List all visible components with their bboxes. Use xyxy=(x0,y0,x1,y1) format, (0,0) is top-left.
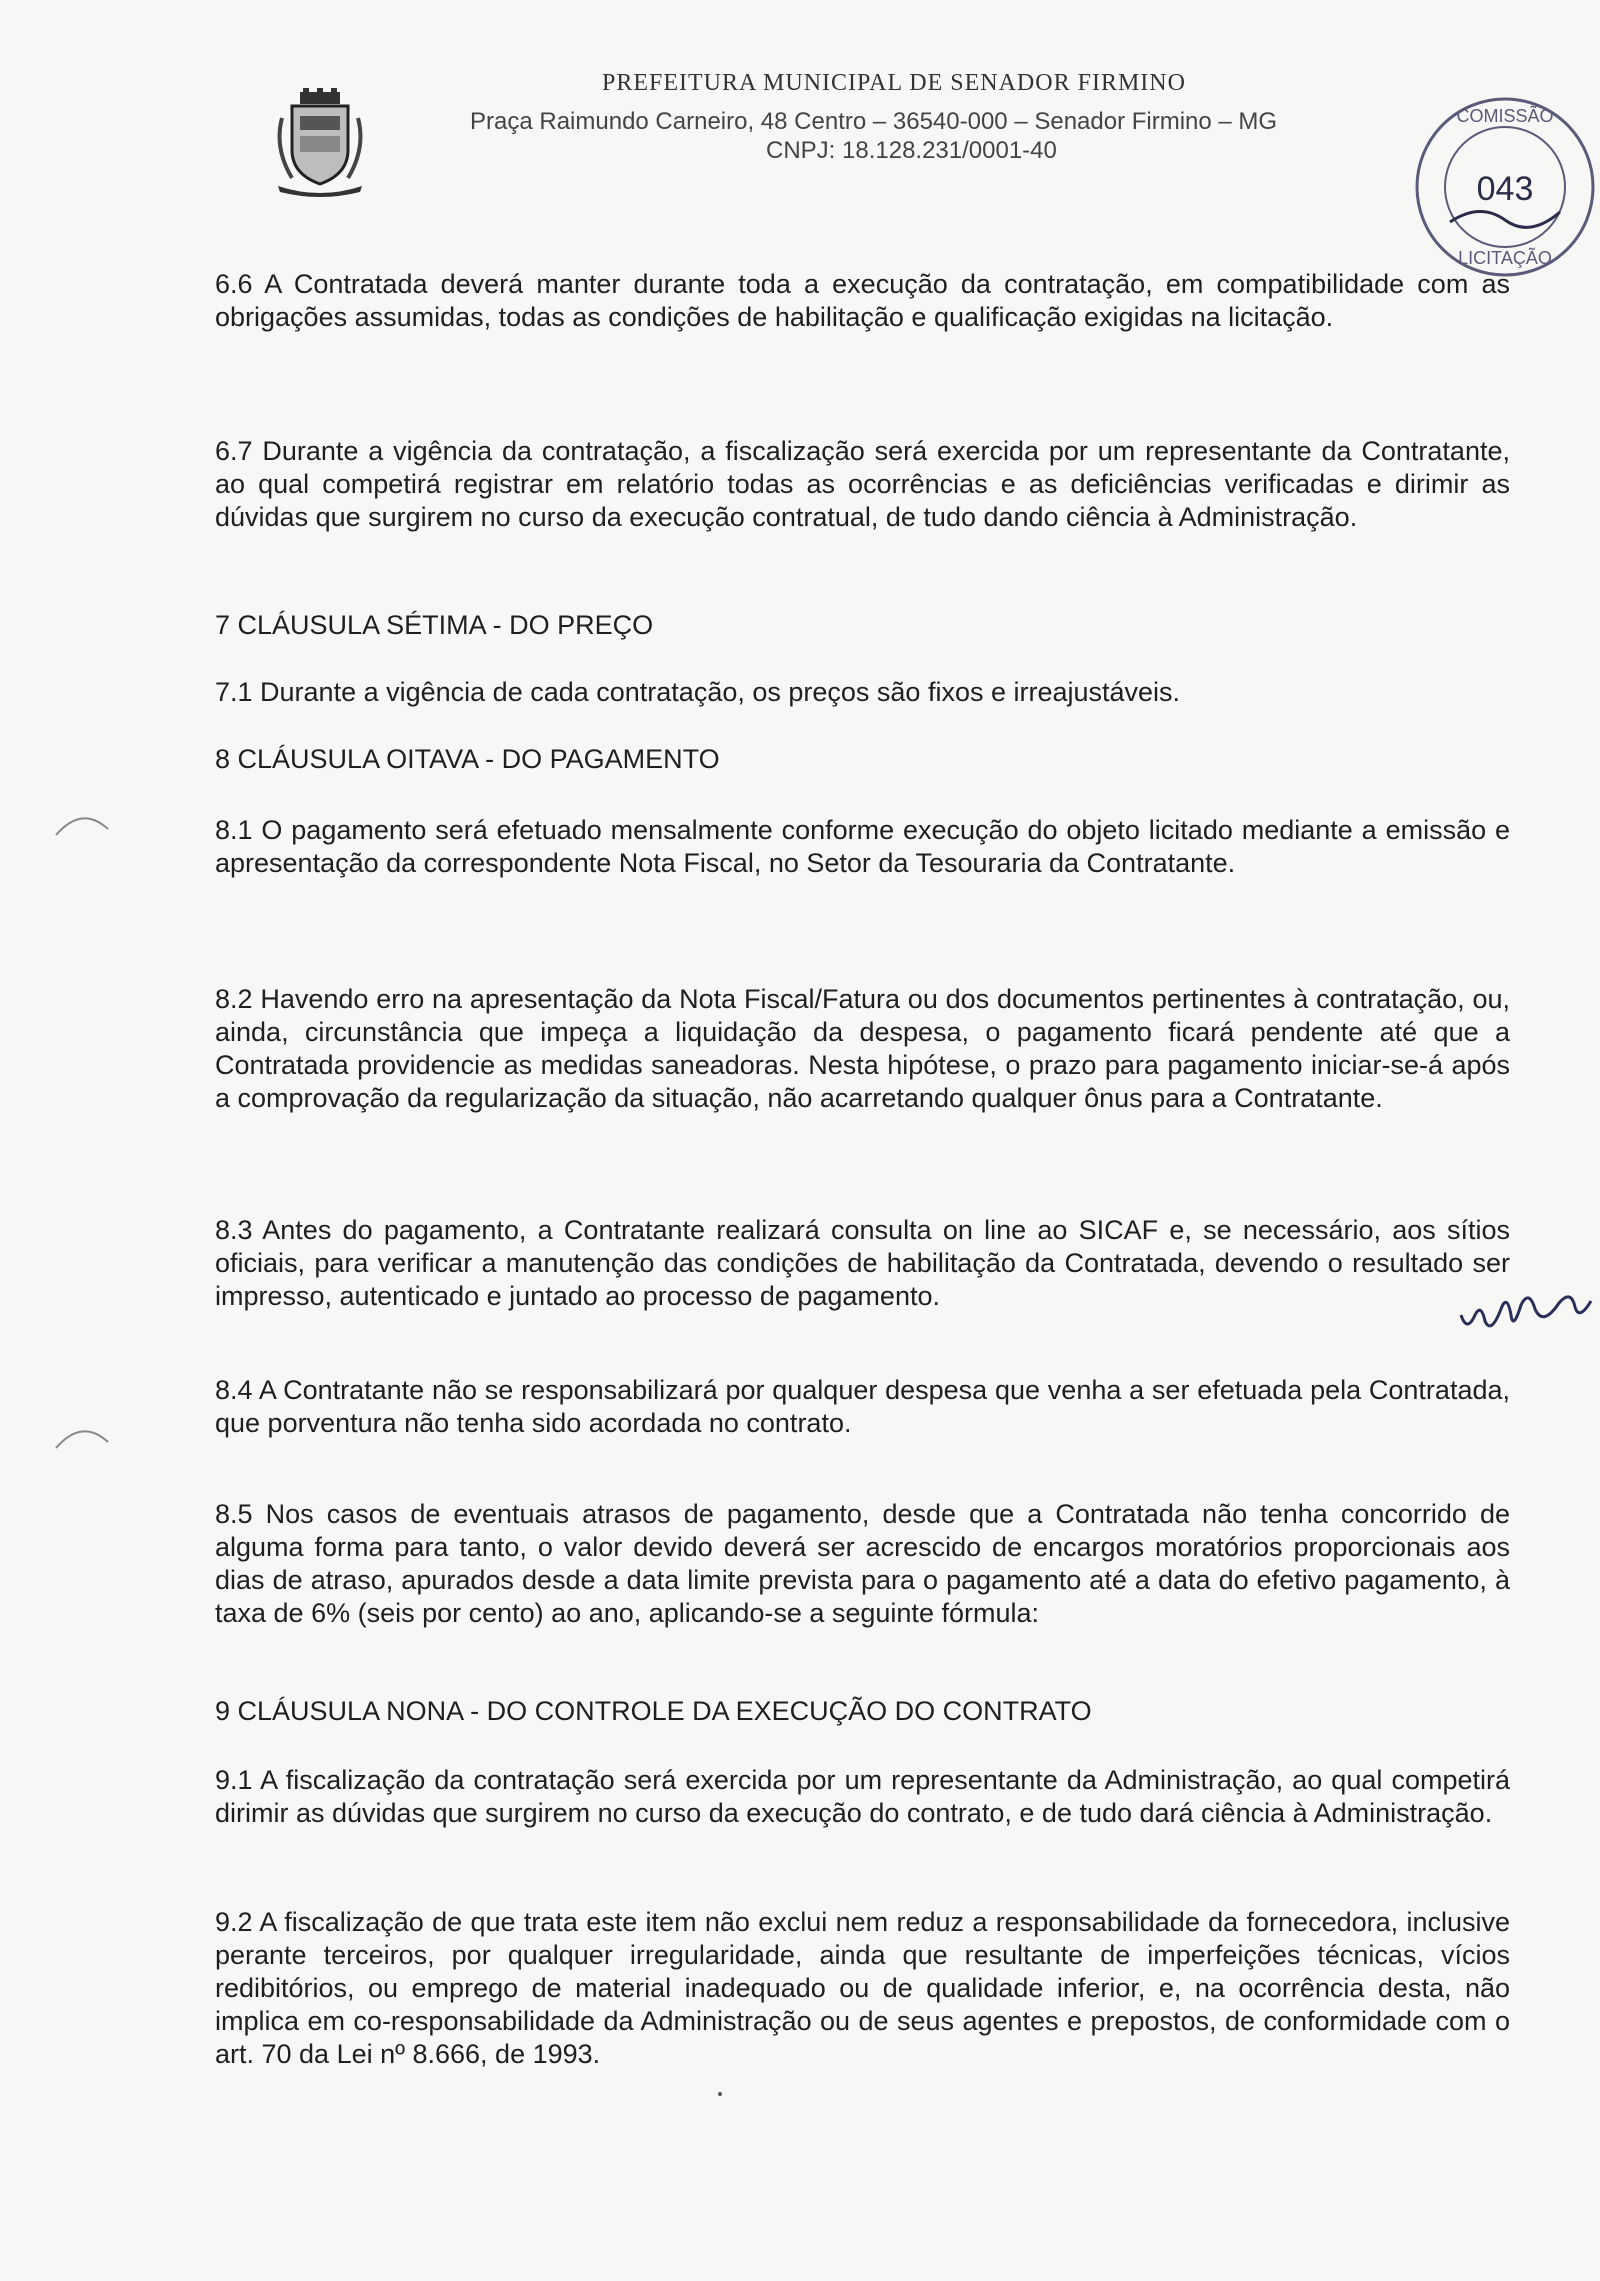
municipal-crest-icon xyxy=(270,88,370,198)
punch-mark xyxy=(52,1418,112,1458)
clause-7-1: 7.1 Durante a vigência de cada contratação, os preços são fixos e irreajustáveis. xyxy=(215,677,1181,707)
handwritten-initials xyxy=(1455,1275,1595,1345)
clause-8-2: 8.2 Havendo erro na apresentação da Nota Fiscal/Fatura ou dos documentos pertinentes à contratação, ou, ainda, circunstância que impeça a liquidação da despesa, o pagamento ficará pendente até que a Contratada providencie as medidas saneadoras. Nesta hipótese, o prazo para pagamento iniciar-se-á após a comprovação da regularização da situação, não acarretando qualquer ônus para a Contratante. xyxy=(215,984,1510,1113)
clause-9-2: 9.2 A fiscalização de que trata este item não exclui nem reduz a responsabilidade da fornecedora, inclusive perante terceiros, por qualquer irregularidade, ainda que resultante de imperfeições técnicas, vícios redibitórios, ou emprego de material inadequado ou de qualidade inferior, e, na ocorrência desta, não implica em co-responsabilidade da Administração ou de seus agentes e prepostos, de conformidade com o art. 70 da Lei nº 8.666, de 1993. xyxy=(215,1907,1510,2069)
municipality-address: Praça Raimundo Carneiro, 48 Centro – 36540-000 – Senador Firmino – MG xyxy=(470,108,1278,135)
municipality-name: PREFEITURA MUNICIPAL DE SENADOR FIRMINO xyxy=(602,70,1186,96)
municipality-cnpj: CNPJ: 18.128.231/0001-40 xyxy=(766,137,1057,164)
clause-6-7: 6.7 Durante a vigência da contratação, a fiscalização será exercida por um representante da Contratante, ao qual competirá registrar em relatório todas as ocorrências e as deficiências verificadas e dirimir as dúvidas que surgirem no curso da execução contratual, de tudo dando ciência à Administração. xyxy=(215,436,1510,532)
speck xyxy=(718,2092,722,2096)
clause-8-1: 8.1 O pagamento será efetuado mensalmente conforme execução do objeto licitado mediante a emissão e apresentação da correspondente Nota Fiscal, no Setor da Tesouraria da Contratante. xyxy=(215,815,1510,878)
clause-8-3: 8.3 Antes do pagamento, a Contratante realizará consulta on line ao SICAF e, se necessário, aos sítios oficiais, para verificar a manutenção das condições de habilitação da Contratada, devendo o resultado ser impresso, autenticado e juntado ao processo de pagamento. xyxy=(215,1215,1510,1311)
stamp-bottom-text: LICITAÇÃO xyxy=(1458,248,1552,268)
heading-clause-8: 8 CLÁUSULA OITAVA - DO PAGAMENTO xyxy=(215,744,720,774)
heading-clause-9: 9 CLÁUSULA NONA - DO CONTROLE DA EXECUÇÃO DO CONTRATO xyxy=(215,1696,1092,1726)
heading-clause-7: 7 CLÁUSULA SÉTIMA - DO PREÇO xyxy=(215,610,654,640)
clause-6-6: 6.6 A Contratada deverá manter durante toda a execução da contratação, em compatibilidade com as obrigações assumidas, todas as condições de habilitação e qualificação exigidas na licitação. xyxy=(215,269,1510,332)
stamp-page-number: 043 xyxy=(1476,170,1534,208)
clause-8-4: 8.4 A Contratante não se responsabilizará por qualquer despesa que venha a ser efetuada pela Contratada, que porventura não tenha sido acordada no contrato. xyxy=(215,1375,1510,1438)
stamp-top-text: COMISSÃO xyxy=(1456,106,1554,126)
punch-mark xyxy=(52,805,112,845)
clause-8-5: 8.5 Nos casos de eventuais atrasos de pagamento, desde que a Contratada não tenha concorrido de alguma forma para tanto, o valor devido deverá ser acrescido de encargos moratórios proporcionais aos dias de atraso, apurados desde a data limite prevista para o pagamento até a data do efetivo pagamento, à taxa de 6% (seis por cento) ao ano, aplicando-se a seguinte fórmula: xyxy=(215,1499,1510,1628)
commission-stamp xyxy=(1410,92,1600,282)
clause-9-1: 9.1 A fiscalização da contratação será exercida por um representante da Administração, ao qual competirá dirimir as dúvidas que surgirem no curso da execução do contrato, e de tudo dará ciência à Administração. xyxy=(215,1765,1510,1828)
